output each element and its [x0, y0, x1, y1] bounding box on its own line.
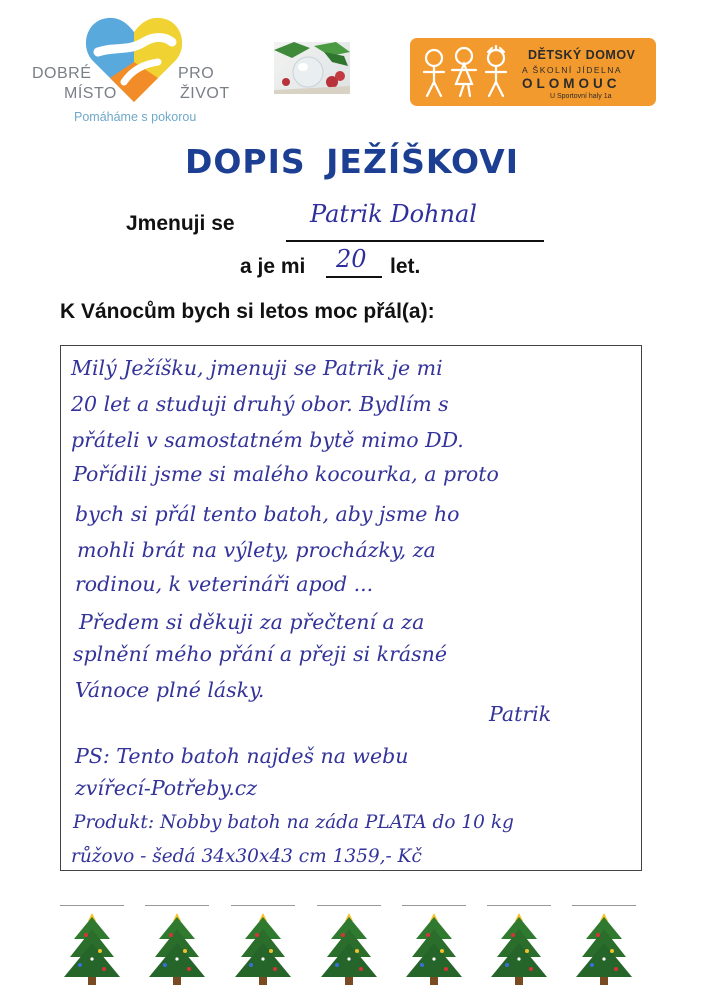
- dobre-misto-logo: [28, 12, 228, 132]
- logo-word-dobre: DOBRÉ: [32, 65, 92, 82]
- name-underline: [286, 240, 544, 242]
- logo-word-zivot: ŽIVOT: [180, 85, 230, 102]
- org-name-line1: DĚTSKÝ DOMOV: [528, 48, 636, 62]
- logo-tagline: Pomáháme s pokorou: [74, 110, 197, 124]
- letter-line: mohli brát na výlety, procházky, za: [77, 538, 436, 562]
- letter-line: PS: Tento batoh najdeš na webu: [75, 744, 409, 768]
- org-name-line2: A ŠKOLNÍ JÍDELNA: [522, 65, 623, 75]
- age-underline: [326, 276, 382, 278]
- letter-signature: Patrik: [489, 702, 552, 726]
- letter-line: rodinou, k veterináři apod ...: [75, 572, 374, 596]
- christmas-tree-icon: [231, 905, 295, 987]
- letter-line: Vánoce plné lásky.: [75, 678, 265, 702]
- christmas-trees-row: [60, 905, 660, 987]
- christmas-tree-icon: [487, 905, 551, 987]
- letter-line: Produkt: Nobby batoh na záda PLATA do 10 kg: [73, 812, 514, 833]
- letter-line: zvířecí-Potřeby.cz: [75, 776, 258, 800]
- name-label: Jmenuji se: [126, 212, 235, 235]
- age-label-suffix: let.: [390, 255, 421, 278]
- age-label: a je mi: [240, 255, 306, 278]
- letter-line: Pořídili jsme si malého kocourka, a proto: [73, 462, 499, 486]
- detsky-domov-logo: [410, 38, 656, 106]
- children-icon: [416, 44, 516, 100]
- christmas-tree-icon: [317, 905, 381, 987]
- christmas-ornament-icon: [274, 42, 350, 94]
- letter-line: růžovo - šedá 34x30x43 cm 1359,- Kč: [71, 846, 422, 867]
- logo-word-pro: PRO: [178, 65, 215, 82]
- christmas-tree-icon: [402, 905, 466, 987]
- letter-line: splnění mého přání a přeji si krásné: [73, 642, 447, 666]
- org-name-line3: OLOMOUC: [522, 76, 621, 91]
- letter-line: 20 let a studuji druhý obor. Bydlím s: [71, 392, 449, 416]
- letter-line: Předem si děkuji za přečtení a za: [79, 610, 425, 634]
- letter-line: přáteli v samostatném bytě mimo DD.: [71, 428, 464, 452]
- age-value: 20: [336, 245, 367, 273]
- christmas-tree-icon: [60, 905, 124, 987]
- page-title: DOPIS JEŽÍŠKOVI: [184, 142, 520, 181]
- letter-box: [60, 345, 642, 871]
- letter-line: bych si přál tento batoh, aby jsme ho: [75, 502, 460, 526]
- logo-word-misto: MÍSTO: [64, 85, 117, 102]
- org-address: U Sportovní haly 1a: [550, 93, 612, 100]
- letter-line: Milý Ježíšku, jmenuji se Patrik je mi: [71, 356, 443, 380]
- wish-label: K Vánocům bych si letos moc přál(a):: [60, 300, 435, 323]
- christmas-tree-icon: [145, 905, 209, 987]
- name-value: Patrik Dohnal: [310, 200, 477, 228]
- christmas-tree-icon: [572, 905, 636, 987]
